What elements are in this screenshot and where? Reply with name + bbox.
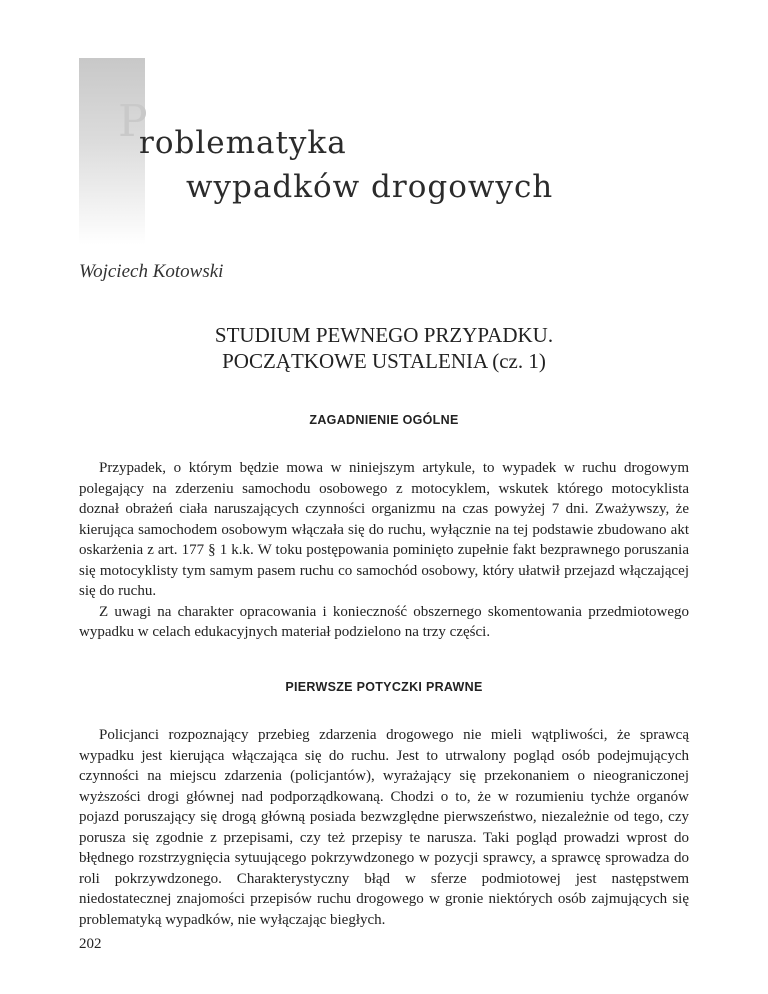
section-body-legal: [79, 725, 689, 930]
paragraph: Policjanci rozpoznający przebieg zdarzenia drogowego nie mieli wątpliwości, że sprawcą wypadku jest kierująca włączająca się do ruchu. Jest to utrwalony pogląd osób podejmujących czynności na miejscu zdarzenia (policjantów), wyrażający się przekonaniem o nieograniczonej wyższości drogi głównej nad podporządkowaną. Chodzi o to, że w rozumieniu tychże organów pojazd poruszający się drogą główną posiada bezwzględne pierwszeństwo, niezależnie od tego, czy porusza się zgodnie z przepisami, czy też przepisy te narusza. Taki pogląd prowadzi wprost do błędnego rozstrzygnięcia sytuującego pokrzywdzonego w pozycji sprawcy, a sprawcę sprowadza do roli pokrzywdzonego. Charakterystyczny błąd w sferze podmiotowej jest następstwem niedostatecznej znajomości przepisów ruchu drogowego w gronie niektórych osób zajmujących się problematyką wypadków, nie wyłączając biegłych.: [79, 727, 689, 928]
article-subtitle: [79, 322, 689, 374]
page-number: 202: [79, 936, 102, 952]
section-heading-legal: PIERWSZE POTYCZKI PRAWNE: [285, 680, 483, 694]
paragraph: Przypadek, o którym będzie mowa w niniejszym artykule, to wypadek w ruchu drogowym polegający na zderzeniu samochodu osobowego z motocyklem, wskutek którego motocyklista doznał obrażeń ciała naruszających czynności organizmu na czas powyżej 7 dni. Zważywszy, że kierująca samochodem osobowym włączała się do ruchu, wyłącznie na tej podstawie zbudowano akt oskarżenia z art. 177 § 1 k.k. W toku postępowania pominięto zupełnie fakt bezprawnego poruszania się motocyklisty tym samym pasem ruchu co samochód osobowy, który ułatwił przejazd włączającej się do ruchu.: [79, 460, 689, 599]
section-heading-general: ZAGADNIENIE OGÓLNE: [309, 413, 459, 427]
subtitle-line-2: POCZĄTKOWE USTALENIA (cz. 1): [222, 349, 546, 373]
section-body-general: [79, 458, 689, 643]
title-line-1: roblematyka: [139, 125, 347, 161]
title-decoration-band: [79, 58, 145, 245]
title-initial-letter: P: [118, 96, 148, 147]
subtitle-line-1: STUDIUM PEWNEGO PRZYPADKU.: [214, 323, 554, 347]
title-line-2: wypadków drogowych: [186, 169, 554, 205]
paragraph: Z uwagi na charakter opracowania i konieczność obszernego skomentowania przedmiotowego wypadku w celach edukacyjnych materiał podzielono na trzy części.: [79, 603, 689, 640]
author-name: Wojciech Kotowski: [79, 261, 224, 282]
